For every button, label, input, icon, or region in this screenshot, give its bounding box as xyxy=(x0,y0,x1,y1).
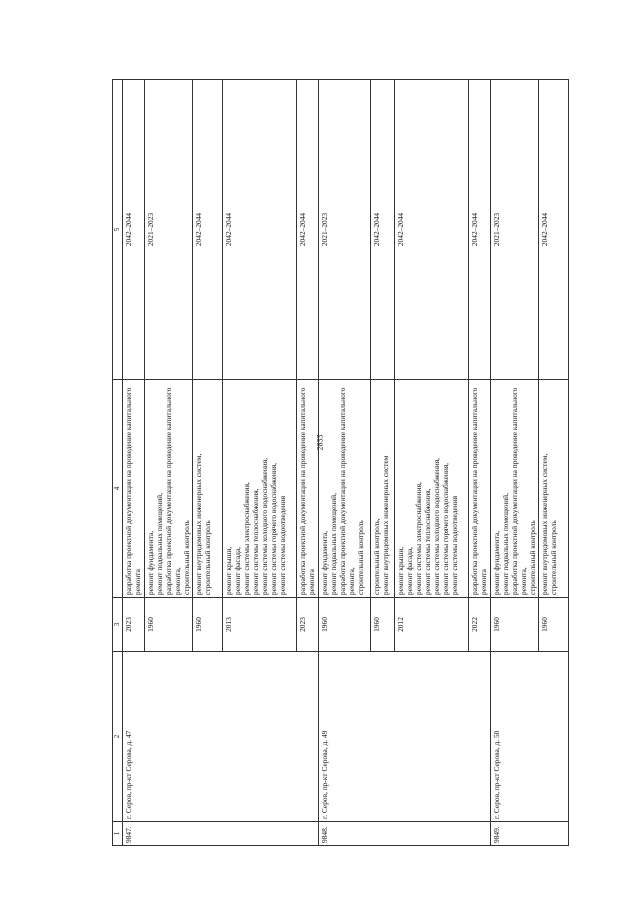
period-cell: 2042–2044 xyxy=(193,80,223,380)
year-cell: 2013 xyxy=(223,598,297,652)
works-cell: строительный контроль, ремонт внутридомовых инженерных систем xyxy=(371,380,395,598)
entry-number-cell: 9849. xyxy=(491,822,569,846)
works-cell: разработка проектной документации на проведение капитального ремонта xyxy=(469,380,491,598)
table-row xyxy=(319,80,371,846)
page-number: 2833 xyxy=(315,434,325,451)
header-cell-3: 3 xyxy=(113,598,123,652)
period-cell: 2042–2044 xyxy=(371,80,395,380)
works-cell: ремонт внутридомовых инженерных систем, строительный контроль xyxy=(193,380,223,598)
period-cell: 2042–2044 xyxy=(469,80,491,380)
works-cell: разработка проектной документации на проведение капитального ремонта xyxy=(123,380,145,598)
works-cell: разработка проектной документации на проведение капитального ремонта xyxy=(297,380,319,598)
year-cell: 1960 xyxy=(491,598,539,652)
header-cell-2: 2 xyxy=(113,652,123,822)
works-cell: ремонт фундамента, ремонт подвальных помещений, разработка проектной документации на проведение капитального ремонта, строительный контроль xyxy=(145,380,193,598)
year-cell: 1960 xyxy=(193,598,223,652)
period-cell: 2042–2044 xyxy=(395,80,469,380)
period-cell: 2042–2044 xyxy=(297,80,319,380)
period-cell: 2021–2023 xyxy=(145,80,193,380)
address-cell: г. Серов, пр-кт Серова, д. 49 xyxy=(319,652,491,822)
period-cell: 2021–2023 xyxy=(319,80,371,380)
address-cell: г. Серов, пр-кт Серова, д. 50 xyxy=(491,652,569,822)
works-cell: ремонт крыши, ремонт фасада, ремонт системы электроснабжения, ремонт системы теплоснабжения, ремонт системы холодного водоснабжения, ремонт системы горячего водоснабжения, ремонт системы водоотведения xyxy=(395,380,469,598)
rotated-table-container xyxy=(112,80,588,846)
repair-schedule-table xyxy=(112,79,569,846)
entry-number-cell: 9848. xyxy=(319,822,491,846)
works-cell: ремонт внутридомовых инженерных систем, строительный контроль xyxy=(539,380,569,598)
works-cell: ремонт фундамента, ремонт подвальных помещений, разработка проектной документации на проведение капитального ремонта, строительный контроль xyxy=(491,380,539,598)
works-cell: ремонт крыши, ремонт фасада, ремонт системы электроснабжения, ремонт системы теплоснабжения, ремонт системы холодного водоснабжения, ремонт системы горячего водоснабжения, ремонт системы водоотведения xyxy=(223,380,297,598)
period-cell: 2042–2044 xyxy=(123,80,145,380)
year-cell: 2022 xyxy=(469,598,491,652)
period-cell: 2042–2044 xyxy=(223,80,297,380)
table-row xyxy=(123,80,145,846)
period-cell: 2021–2023 xyxy=(491,80,539,380)
header-cell-5: 5 xyxy=(113,80,123,380)
period-cell: 2042–2044 xyxy=(539,80,569,380)
address-cell: г. Серов, пр-кт Серова, д. 47 xyxy=(123,652,319,822)
year-cell: 1960 xyxy=(539,598,569,652)
year-cell: 1960 xyxy=(319,598,371,652)
year-cell: 1960 xyxy=(145,598,193,652)
year-cell: 2023 xyxy=(123,598,145,652)
header-cell-4: 4 xyxy=(113,380,123,598)
entry-number-cell: 9847. xyxy=(123,822,319,846)
table-row xyxy=(491,80,539,846)
year-cell: 2012 xyxy=(395,598,469,652)
year-cell: 1960 xyxy=(371,598,395,652)
header-row xyxy=(113,80,123,846)
works-cell: ремонт фундамента, ремонт подвальных помещений, разработка проектной документации на проведение капитального ремонта, строительный контроль xyxy=(319,380,371,598)
year-cell: 2023 xyxy=(297,598,319,652)
header-cell-1: 1 xyxy=(113,822,123,846)
